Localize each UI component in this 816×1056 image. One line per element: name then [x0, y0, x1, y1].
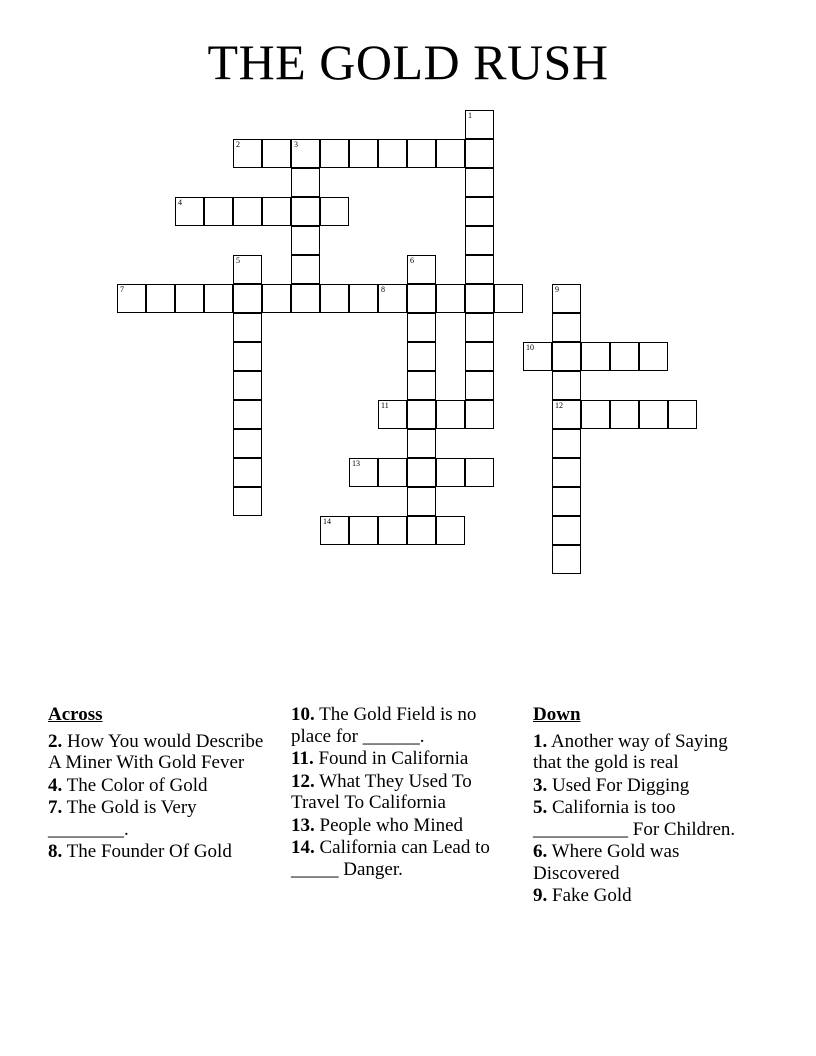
grid-cell[interactable] [465, 458, 494, 487]
grid-cell[interactable] [465, 168, 494, 197]
grid-cell[interactable] [378, 458, 407, 487]
clue-item-text: California is too __________ For Children. [533, 797, 736, 840]
grid-cell[interactable] [204, 284, 233, 313]
grid-cell[interactable] [552, 371, 581, 400]
grid-cell[interactable] [523, 342, 552, 371]
grid-cell[interactable] [262, 139, 291, 168]
grid-cell[interactable] [407, 255, 436, 284]
grid-cell[interactable] [436, 139, 465, 168]
clue-number: 7 [120, 285, 124, 294]
clue-item-number: 12. [291, 770, 315, 792]
grid-cell[interactable] [378, 284, 407, 313]
clue-number: 5 [236, 256, 240, 265]
clue-item [533, 841, 755, 884]
clue-item-text: Fake Gold [547, 885, 632, 906]
down-clues-column [533, 704, 755, 908]
clue-item-text: People who Mined [314, 814, 464, 836]
grid-cell[interactable] [262, 284, 291, 313]
grid-cell[interactable] [233, 139, 262, 168]
grid-cell[interactable] [465, 255, 494, 284]
grid-cell[interactable] [291, 139, 320, 168]
grid-cell[interactable] [349, 516, 378, 545]
down-heading: Down [533, 704, 581, 725]
across-heading: Across [48, 704, 103, 725]
grid-cell[interactable] [436, 516, 465, 545]
clue-number: 1 [468, 111, 472, 120]
grid-cell[interactable] [610, 342, 639, 371]
grid-cell[interactable] [233, 255, 262, 284]
grid-cell[interactable] [407, 516, 436, 545]
clue-item-number: 5. [533, 797, 548, 818]
grid-cell[interactable] [610, 400, 639, 429]
grid-cell[interactable] [465, 197, 494, 226]
clue-item-number: 14. [291, 837, 315, 858]
grid-cell[interactable] [320, 139, 349, 168]
clue-item [291, 704, 513, 747]
clue-item [48, 841, 270, 863]
grid-cell[interactable] [233, 487, 262, 516]
grid-cell[interactable] [552, 429, 581, 458]
clue-item [533, 885, 755, 907]
grid-cell[interactable] [233, 429, 262, 458]
grid-cell[interactable] [291, 226, 320, 255]
across-clues-column [48, 704, 270, 864]
grid-cell[interactable] [407, 371, 436, 400]
grid-cell[interactable] [552, 400, 581, 429]
clue-item [291, 748, 513, 770]
clue-item-text: How You would Describe A Miner With Gold Fever [48, 730, 264, 773]
grid-cell[interactable] [291, 255, 320, 284]
grid-cell[interactable] [320, 197, 349, 226]
clue-item-number: 1. [533, 730, 548, 752]
grid-cell[interactable] [407, 429, 436, 458]
grid-cell[interactable] [233, 400, 262, 429]
grid-cell[interactable] [262, 197, 291, 226]
clue-item-number: 7. [48, 797, 63, 818]
clue-item [533, 731, 755, 774]
grid-cell[interactable] [436, 458, 465, 487]
grid-cell[interactable] [436, 284, 465, 313]
clue-item-text: Found in California [313, 748, 469, 769]
clue-item-number: 11. [291, 748, 314, 769]
clue-item [291, 837, 513, 880]
grid-cell[interactable] [204, 197, 233, 226]
grid-cell[interactable] [407, 342, 436, 371]
grid-cell[interactable] [668, 400, 697, 429]
across-clues-column-continued [291, 704, 513, 881]
grid-cell[interactable] [175, 284, 204, 313]
clue-number: 11 [381, 401, 389, 410]
clue-number: 14 [323, 517, 331, 526]
grid-cell[interactable] [407, 313, 436, 342]
grid-cell[interactable] [552, 284, 581, 313]
clue-item-text: The Color of Gold [62, 774, 208, 796]
grid-cell[interactable] [117, 284, 146, 313]
grid-cell[interactable] [233, 342, 262, 371]
clue-number: 13 [352, 459, 360, 468]
grid-cell[interactable] [175, 197, 204, 226]
clue-item [291, 815, 513, 837]
grid-cell[interactable] [291, 168, 320, 197]
clue-item-text: California can Lead to _____ Danger. [291, 837, 490, 880]
grid-cell[interactable] [552, 487, 581, 516]
clue-item [48, 775, 270, 797]
clue-number: 6 [410, 256, 414, 265]
grid-cell[interactable] [407, 139, 436, 168]
grid-cell[interactable] [465, 284, 494, 313]
grid-cell[interactable] [552, 342, 581, 371]
clue-item-text: Used For Digging [547, 774, 690, 796]
grid-cell[interactable] [465, 110, 494, 139]
grid-cell[interactable] [320, 516, 349, 545]
clue-number: 3 [294, 140, 298, 149]
grid-cell[interactable] [639, 400, 668, 429]
grid-cell[interactable] [349, 284, 378, 313]
grid-cell[interactable] [581, 400, 610, 429]
clue-number: 9 [555, 285, 559, 294]
clue-item-number: 6. [533, 841, 548, 862]
clue-item-text: The Gold Field is no place for ______. [291, 704, 477, 747]
clue-item-number: 9. [533, 885, 548, 906]
page-title: THE GOLD RUSH [207, 34, 609, 90]
clue-item-number: 10. [291, 704, 315, 725]
grid-cell[interactable] [233, 284, 262, 313]
clue-item [291, 771, 513, 814]
grid-cell[interactable] [378, 139, 407, 168]
clue-item-number: 3. [533, 774, 548, 796]
clue-number: 12 [555, 401, 563, 410]
grid-cell[interactable] [291, 284, 320, 313]
grid-cell[interactable] [407, 487, 436, 516]
grid-cell[interactable] [465, 313, 494, 342]
grid-cell[interactable] [581, 342, 610, 371]
clue-number: 8 [381, 285, 385, 294]
clue-item [48, 797, 270, 840]
clue-item-number: 8. [48, 841, 63, 862]
grid-cell[interactable] [639, 342, 668, 371]
grid-cell[interactable] [378, 516, 407, 545]
grid-cell[interactable] [552, 313, 581, 342]
clue-number: 2 [236, 140, 240, 149]
clue-item-number: 2. [48, 730, 63, 752]
grid-cell[interactable] [407, 400, 436, 429]
grid-cell[interactable] [233, 371, 262, 400]
grid-cell[interactable] [146, 284, 175, 313]
grid-cell[interactable] [465, 400, 494, 429]
clue-item-number: 13. [291, 814, 315, 836]
grid-cell[interactable] [233, 458, 262, 487]
clue-number: 10 [526, 343, 534, 352]
clue-item-number: 4. [48, 774, 63, 796]
grid-cell[interactable] [494, 284, 523, 313]
grid-cell[interactable] [233, 197, 262, 226]
clue-item-text: Another way of Saying that the gold is real [533, 730, 728, 773]
grid-cell[interactable] [465, 226, 494, 255]
grid-cell[interactable] [233, 313, 262, 342]
grid-cell[interactable] [349, 458, 378, 487]
clue-item-text: The Gold is Very ________. [48, 797, 197, 840]
clue-item [48, 731, 270, 774]
grid-cell[interactable] [407, 458, 436, 487]
clue-number: 4 [178, 198, 182, 207]
clue-item-text: Where Gold was Discovered [533, 841, 680, 884]
clue-item [533, 775, 755, 797]
grid-cell[interactable] [378, 400, 407, 429]
clue-item-text: What They Used To Travel To California [291, 770, 472, 813]
grid-cell[interactable] [349, 139, 378, 168]
grid-cell[interactable] [291, 197, 320, 226]
clue-item-text: The Founder Of Gold [62, 841, 232, 862]
grid-cell[interactable] [552, 545, 581, 574]
grid-cell[interactable] [552, 458, 581, 487]
grid-cell[interactable] [465, 342, 494, 371]
grid-cell[interactable] [320, 284, 349, 313]
grid-cell[interactable] [552, 516, 581, 545]
grid-cell[interactable] [465, 371, 494, 400]
grid-cell[interactable] [436, 400, 465, 429]
grid-cell[interactable] [465, 139, 494, 168]
clue-item [533, 797, 755, 840]
grid-cell[interactable] [407, 284, 436, 313]
